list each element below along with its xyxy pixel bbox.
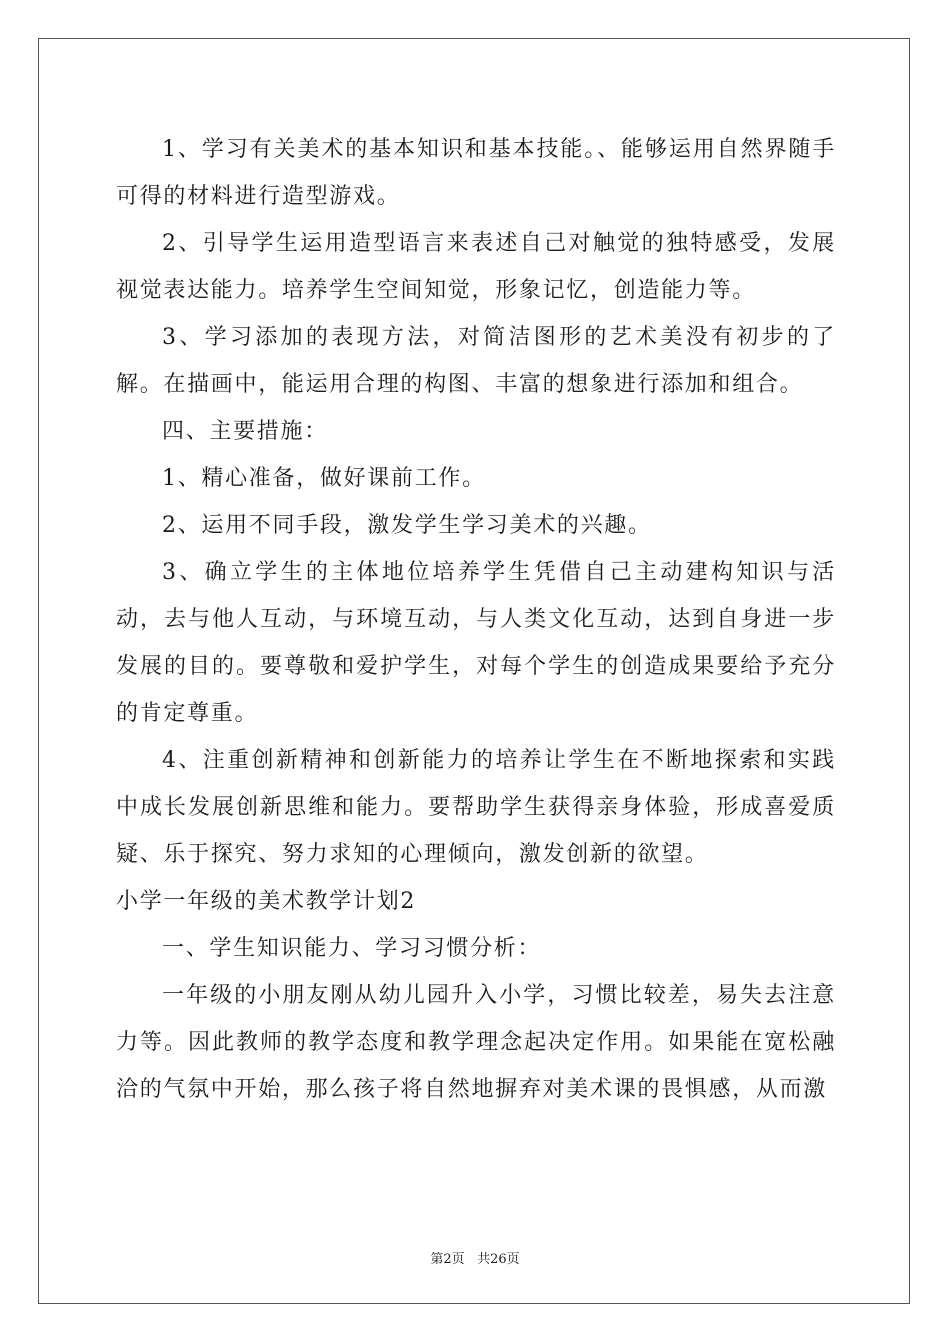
paragraph-measure-4: 4、注重创新精神和创新能力的培养让学生在不断地探索和实践中成长发展创新思维和能力。要帮助学生获得亲身体验，形成喜爱质疑、乐于探究、努力求知的心理倾向，激发创新的欲望。 bbox=[116, 748, 836, 867]
page-number: 第2页 bbox=[430, 1252, 465, 1267]
document-section-title: 小学一年级的美术教学计划2 bbox=[116, 889, 417, 914]
paragraph-objective-1: 1、学习有关美术的基本知识和基本技能。、能够运用自然界随手可得的材料进行造型游戏。 bbox=[116, 137, 836, 209]
page-total: 共26页 bbox=[477, 1252, 520, 1267]
paragraph-measure-3: 3、确立学生的主体地位培养学生凭借自己主动建构知识与活动，去与他人互动，与环境互动，与人类文化互动，达到自身进一步发展的目的。要尊敬和爱护学生，对每个学生的创造成果要给予充分的肯定尊重。 bbox=[116, 560, 836, 726]
paragraph-measure-2: 2、运用不同手段，激发学生学习美术的兴趣。 bbox=[162, 513, 652, 538]
paragraph-objective-2: 2、引导学生运用造型语言来表述自己对触觉的独特感受，发展视觉表达能力。培养学生空间知觉，形象记忆，创造能力等。 bbox=[116, 231, 836, 303]
section-heading-analysis: 一、学生知识能力、学习习惯分析： bbox=[162, 936, 542, 961]
section-heading-measures: 四、主要措施： bbox=[162, 419, 328, 444]
paragraph-measure-1: 1、精心准备，做好课前工作。 bbox=[162, 466, 486, 491]
document-body bbox=[116, 126, 836, 1113]
paragraph-objective-3: 3、学习添加的表现方法，对简洁图形的艺术美没有初步的了解。在描画中，能运用合理的构图、丰富的想象进行添加和组合。 bbox=[116, 325, 836, 397]
paragraph-analysis: 一年级的小朋友刚从幼儿园升入小学，习惯比较差，易失去注意力等。因此教师的教学态度和教学理念起决定作用。如果能在宽松融洽的气氛中开始，那么孩子将自然地摒弃对美术课的畏惧感，从而激 bbox=[116, 983, 836, 1102]
page-footer bbox=[0, 1248, 950, 1267]
